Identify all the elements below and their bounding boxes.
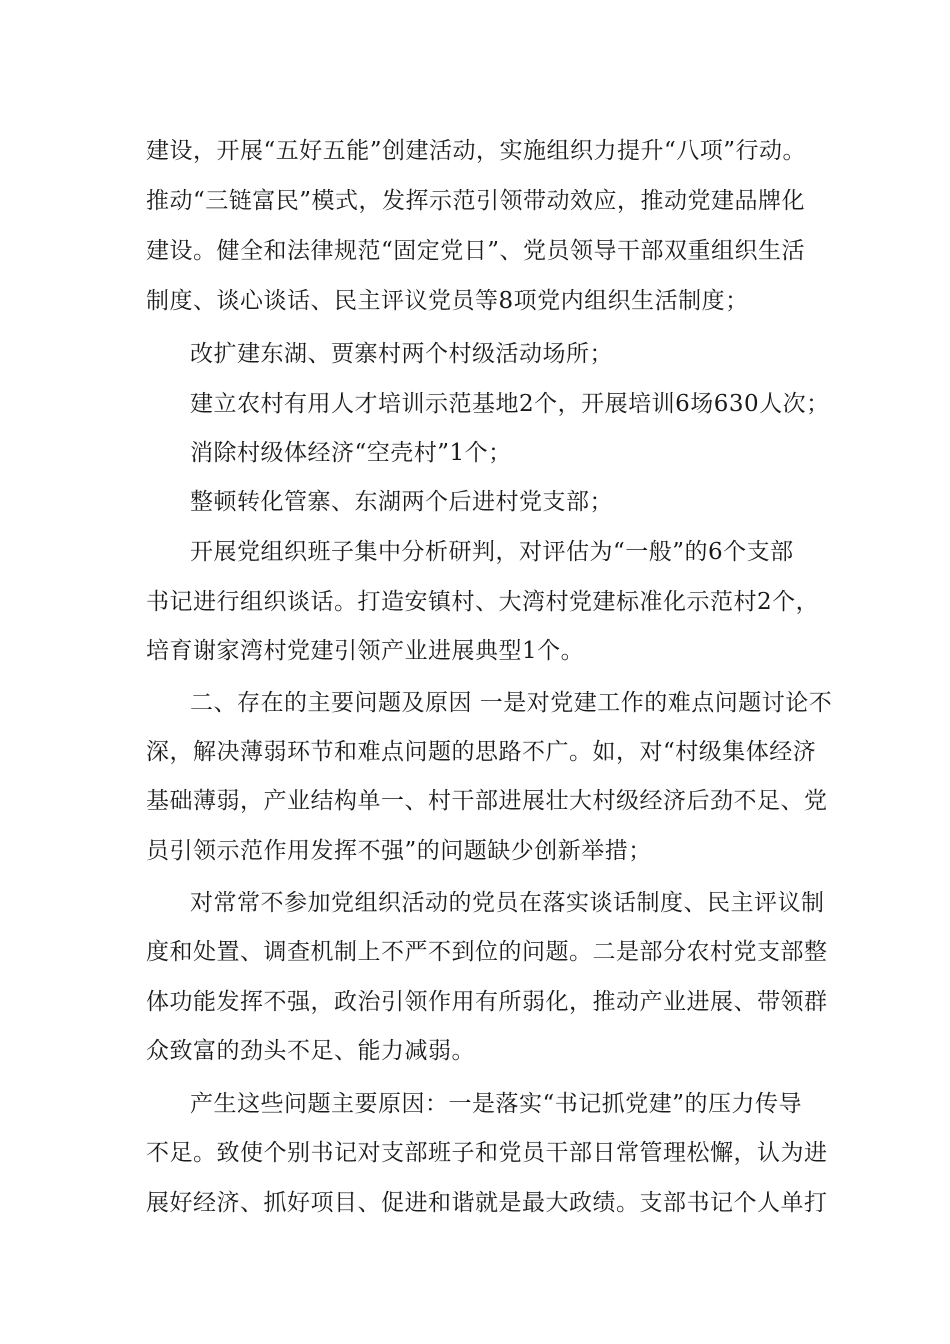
- text-line: 体功能发挥不强，政治引领作用有所弱化，推动产业进展、带领群: [146, 989, 828, 1015]
- text-line: 不足。致使个别书记对支部班子和党员干部日常管理松懈，认为进: [146, 1140, 828, 1166]
- text-line: 二、存在的主要问题及原因 一是对党建工作的难点问题讨论不: [190, 690, 833, 716]
- text-line: 建设，开展“五好五能”创建活动，实施组织力提升“八项”行动。: [146, 138, 807, 164]
- text-line: 众致富的劲头不足、能力减弱。: [146, 1038, 475, 1064]
- text-line: 度和处置、调查机制上不严不到位的问题。二是部分农村党支部整: [146, 939, 828, 965]
- text-line: 员引领示范作用发挥不强”的问题缺少创新举措；: [146, 838, 652, 864]
- text-line: 消除村级体经济“空壳村”1个；: [190, 440, 512, 466]
- text-line: 产生这些问题主要原因：一是落实“书记抓党建”的压力传导: [190, 1091, 803, 1117]
- text-line: 建设。健全和法律规范“固定党日”、党员领导干部双重组织生活: [146, 238, 806, 264]
- text-line: 培育谢家湾村党建引领产业进展典型1个。: [146, 638, 585, 664]
- text-line: 建立农村有用人才培训示范基地2个，开展培训6场630人次；: [190, 391, 830, 417]
- text-line: 深，解决薄弱环节和难点问题的思路不广。如，对“村级集体经济: [146, 739, 817, 765]
- text-line: 推动“三链富民”模式，发挥示范引领带动效应，推动党建品牌化: [146, 188, 806, 214]
- text-line: 整顿转化管寨、东湖两个后进村党支部；: [190, 489, 613, 515]
- text-line: 对常常不参加党组织活动的党员在落实谈话制度、民主评议制: [190, 890, 825, 916]
- text-line: 书记进行组织谈话。打造安镇村、大湾村党建标准化示范村2个，: [146, 589, 820, 615]
- text-line: 基础薄弱，产业结构单一、村干部进展壮大村级经济后劲不足、党: [146, 788, 828, 814]
- text-line: 开展党组织班子集中分析研判，对评估为“一般”的6个支部: [190, 539, 794, 565]
- text-line: 展好经济、抓好项目、促进和谐就是最大政绩。支部书记个人单打: [146, 1190, 828, 1216]
- text-line: 改扩建东湖、贾寨村两个村级活动场所；: [190, 341, 613, 367]
- text-line: 制度、谈心谈话、民主评议党员等8项党内组织生活制度；: [146, 288, 749, 314]
